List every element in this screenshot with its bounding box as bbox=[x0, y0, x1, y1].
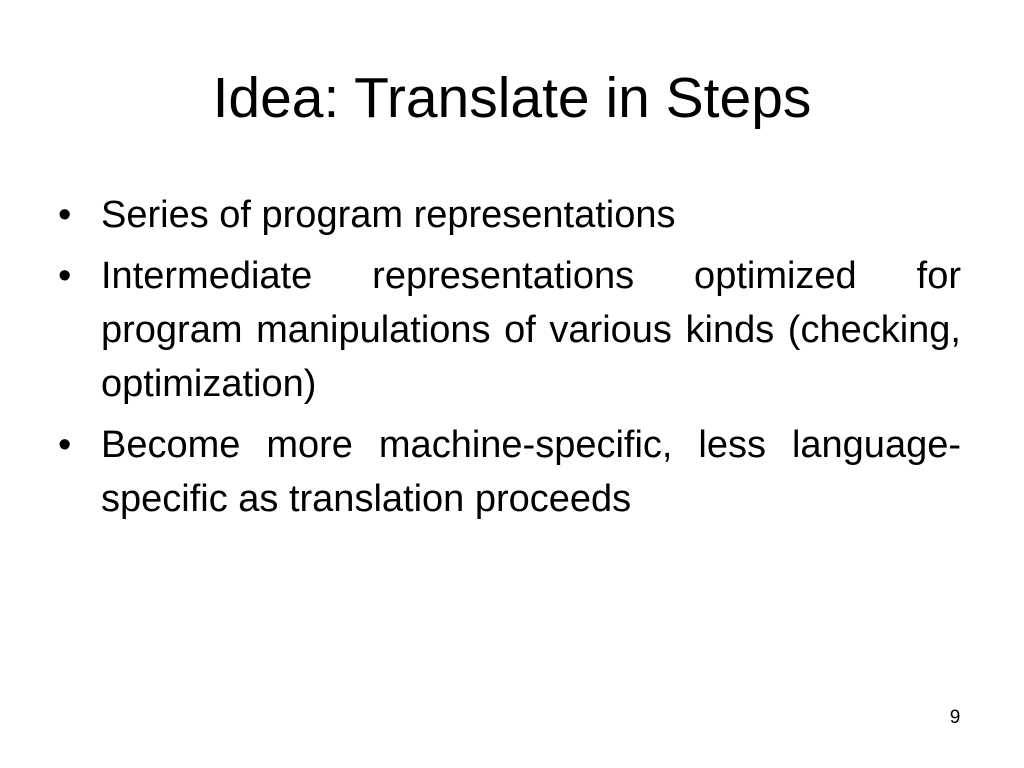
bullet-icon: • bbox=[58, 255, 72, 297]
bullet-item bbox=[58, 188, 961, 242]
bullet-text: Become more machine-specific, less language-specific as translation proceeds bbox=[101, 424, 961, 520]
bullet-item bbox=[58, 249, 961, 411]
bullet-icon: • bbox=[58, 194, 72, 236]
bullet-item bbox=[58, 418, 961, 526]
bullet-text: Intermediate representations optimized for program manipulations of various kinds (checking, optimization) bbox=[101, 255, 961, 405]
bullet-list bbox=[58, 188, 961, 533]
page-number: 9 bbox=[949, 707, 961, 728]
bullet-text: Series of program representations bbox=[101, 194, 676, 236]
bullet-icon: • bbox=[58, 424, 72, 466]
slide-title: Idea: Translate in Steps bbox=[212, 66, 812, 130]
